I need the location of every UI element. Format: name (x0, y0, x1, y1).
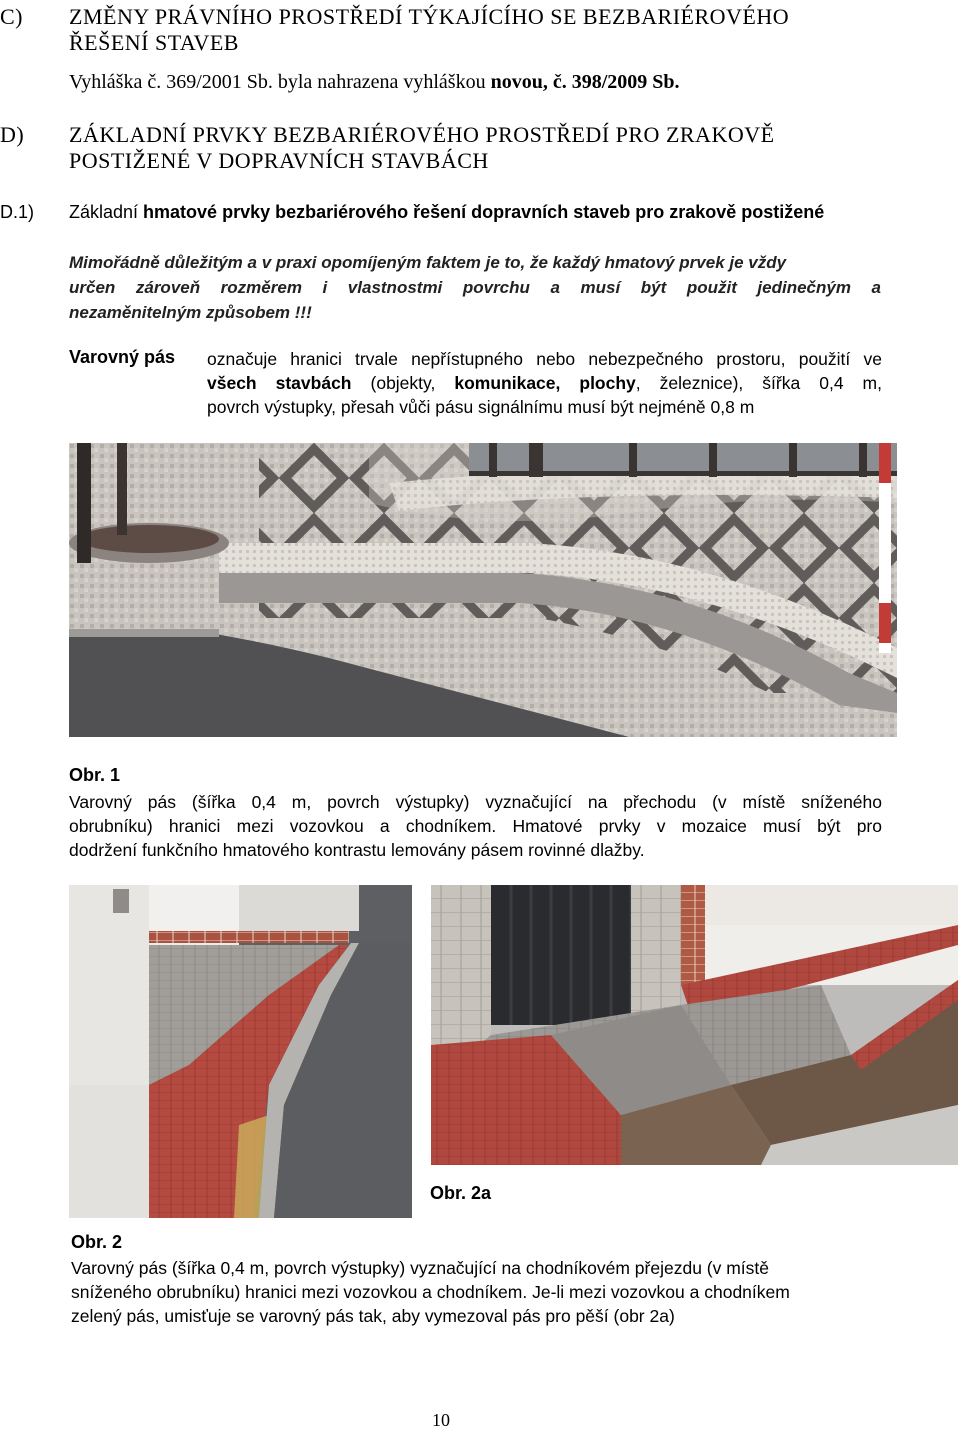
figure2-label: Obr. 2 (71, 1232, 123, 1252)
section-c-note-bold: novou, č. 398/2009 Sb. (490, 71, 680, 93)
definition-bold1: všech stavbách (207, 373, 352, 393)
emphasis-paragraph (69, 250, 881, 325)
figure2a-photo (431, 885, 958, 1165)
figure1-caption-line2: obrubníku) hranici mezi vozovkou a chodníkem. Hmatové prvky v mozaice musí být pro (69, 816, 882, 836)
figure2-photo (69, 885, 412, 1218)
definition-line3: povrch výstupky, přesah vůči pásu signálnímu musí být nejméně 0,8 m (207, 397, 755, 417)
section-c-marker: C) (0, 4, 23, 29)
section-c-note-text: Vyhláška č. 369/2001 Sb. byla nahrazena vyhláškou (69, 71, 491, 93)
figure2-caption (71, 1256, 881, 1328)
figure2-caption-line2: sníženého obrubníku) hranici mezi vozovkou a chodníkem. Je-li mezi vozovkou a chodníkem (71, 1282, 790, 1302)
figure2-caption-line3: zelený pás, umisťuje se varovný pás tak, aby vymezoval pás pro pěší (obr 2a) (71, 1306, 675, 1326)
section-d1-title-text: Základní (69, 202, 144, 222)
section-c-title-line2: ŘEŠENÍ STAVEB (69, 30, 239, 55)
section-d1-title (69, 200, 824, 224)
section-d-title-line1: ZÁKLADNÍ PRVKY BEZBARIÉROVÉHO PROSTŘEDÍ PRO ZRAKOVĚ (69, 122, 775, 147)
section-c-title (69, 4, 949, 56)
definition-term: Varovný pás (69, 347, 176, 367)
figure1-caption (69, 790, 882, 862)
figure1-photo (69, 443, 897, 737)
figure1-label: Obr. 1 (69, 765, 121, 785)
definition-text2: (objekty, (351, 373, 455, 393)
page-number: 10 (432, 1410, 450, 1430)
definition-text3: , železnice), šířka 0,4 m, (635, 373, 882, 393)
section-d-title (69, 122, 949, 174)
section-d-marker: D) (0, 122, 25, 147)
figure1-caption-line3: dodržení funkčního hmatového kontrastu lemovány pásem rovinné dlažby. (69, 840, 645, 860)
emphasis-line1: Mimořádně důležitým a v praxi opomíjeným faktem je to, že každý hmatový prvek je vždy (69, 253, 787, 272)
section-d1-title-bold: hmatové prvky bezbariérového řešení dopravních staveb pro zrakově postižené (143, 202, 825, 222)
emphasis-line3: nezaměnitelným způsobem !!! (69, 303, 312, 322)
section-c-title-line1: ZMĚNY PRÁVNÍHO PROSTŘEDÍ TÝKAJÍCÍHO SE BEZBARIÉROVÉHO (69, 4, 790, 29)
figure1-caption-line1: Varovný pás (šířka 0,4 m, povrch výstupky) vyznačující na přechodu (v místě sníženého (69, 792, 882, 812)
section-c-note (69, 70, 680, 94)
figure2-caption-line1: Varovný pás (šířka 0,4 m, povrch výstupky) vyznačující na chodníkovém přejezdu (v místě (71, 1258, 770, 1278)
figure2a-label: Obr. 2a (430, 1183, 492, 1203)
section-d-title-line2: POSTIŽENÉ V DOPRAVNÍCH STAVBÁCH (69, 148, 489, 173)
emphasis-line2: určen zároveň rozměrem i vlastnostmi povrchu a musí být použit jedinečným a (69, 278, 881, 297)
definition-line2 (207, 371, 882, 395)
definition-text (207, 347, 882, 419)
definition-line1: označuje hranici trvale nepřístupného nebo nebezpečného prostoru, použití ve (207, 349, 882, 369)
definition-bold2: komunikace, plochy (454, 373, 636, 393)
section-d1-marker: D.1) (0, 202, 35, 222)
